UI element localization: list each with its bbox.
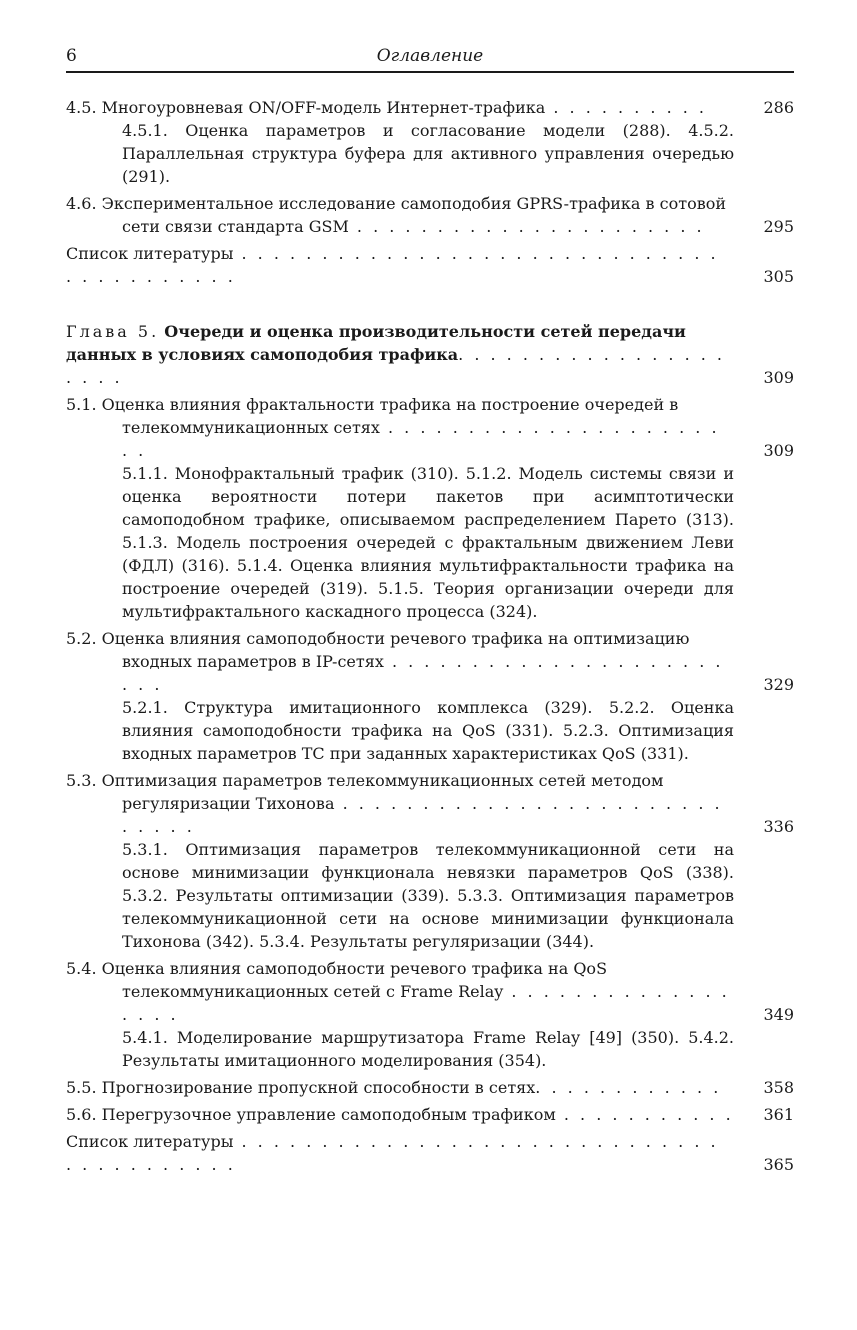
chapter-title: Очереди и оценка производительности сетей передачи данных в условиях самоподобия трафика [66, 322, 686, 364]
page-ref: 336 [763, 817, 794, 836]
leader-dots: . . . . . . . . . . . . . . . . . . [122, 982, 730, 1024]
section-number: 4.6. [66, 194, 97, 213]
toc-entry-references-1[interactable] [66, 242, 794, 288]
leader-dots: . . . . . . . . . . . [555, 1105, 734, 1124]
page-ref: 305 [763, 267, 794, 286]
toc-entry-row[interactable] [66, 769, 794, 838]
page-ref: 358 [763, 1078, 794, 1097]
leader-dots: . . . . . . . . . . [545, 98, 707, 117]
toc-entry-5-4 [66, 957, 794, 1072]
running-title: Оглавление [376, 46, 484, 66]
section-title: Оценка влияния фрактальности трафика на построение очередей в телекоммуникационных сетях [101, 395, 679, 437]
subsection-list: 5.2.1. Структура имитационного комплекса (329). 5.2.2. Оценка влияния самоподобности трафика на QoS (331). 5.2.3. Оптимизация входных параметров ТС при заданных характеристиках QoS (331). [122, 698, 734, 763]
subsection-list: 5.3.1. Оптимизация параметров телекоммуникационной сети на основе минимизации функционала невязки параметров QoS (338). 5.3.2. Результаты оптимизации (339). 5.3.3. Оптимизация параметров телекоммуникационной сети на основе минимизации функционала Тихонова (342). 5.3.4. Результаты регуляризации (344). [122, 840, 734, 951]
subsection-list: 5.4.1. Моделирование маршрутизатора Frame Relay [49] (350). 5.4.2. Результаты имитационного моделирования (354). [122, 1028, 734, 1070]
page-ref: 309 [763, 441, 794, 460]
leader-dots: . . . . . . . . . . . . . . . . . . . . . . . . . . . . . . . . . . . . . . . . . [66, 1132, 719, 1174]
section-number: 5.2. [66, 629, 97, 648]
chapter-label: Глава 5. [66, 322, 160, 341]
section-number: 5.1. [66, 395, 97, 414]
toc-entry-row[interactable] [66, 393, 794, 462]
table-of-contents [66, 96, 794, 1176]
section-title: Экспериментальное исследование самоподобия GPRS-трафика в сотовой сети связи стандарта GSM [101, 194, 726, 236]
section-title: Список литературы [66, 1132, 234, 1151]
toc-entry-row[interactable] [66, 957, 794, 1026]
running-header [66, 46, 794, 70]
section-number: 5.5. [66, 1078, 97, 1097]
leader-dots: . . . . . . . . . . . . [535, 1078, 722, 1097]
section-title: Оптимизация параметров телекоммуникационных сетей методом регуляризации Тихонова [101, 771, 664, 813]
toc-entry-row[interactable] [66, 192, 794, 238]
section-title: Оценка влияния самоподобности речевого трафика на QoS телекоммуникационных сетей с Frame Relay [101, 959, 608, 1001]
page-number: 6 [66, 46, 77, 66]
section-title: Оценка влияния самоподобности речевого трафика на оптимизацию входных параметров в IP-сетях [101, 629, 690, 671]
toc-entry-5-6[interactable] [66, 1103, 794, 1126]
page-ref: 365 [763, 1155, 794, 1174]
page-ref: 286 [763, 98, 794, 117]
toc-entry-5-5[interactable] [66, 1076, 794, 1099]
leader-dots: . . . . . . . . . . . . . . . . . . . . . . . [122, 418, 720, 460]
section-title: Список литературы [66, 244, 234, 263]
leader-dots: . . . . . . . . . . . . . . . . . . . . . . [348, 217, 705, 236]
toc-entry-row[interactable] [66, 627, 794, 696]
toc-entry-4-5 [66, 96, 794, 188]
section-number: 5.3. [66, 771, 97, 790]
toc-entry-5-3 [66, 769, 794, 953]
header-rule [66, 71, 794, 73]
subsection-list: 4.5.1. Оценка параметров и согласование модели (288). 4.5.2. Параллельная структура буфера для активного управления очередью (291). [122, 121, 734, 186]
toc-chapter-5[interactable] [66, 320, 794, 389]
section-title: Прогнозирование пропускной способности в сетях [101, 1078, 536, 1097]
toc-entry-4-6 [66, 192, 794, 238]
section-title: Перегрузочное управление самоподобным трафиком [101, 1105, 556, 1124]
toc-entry-5-2 [66, 627, 794, 765]
leader-dots: . . . . . . . . . . . . . . . . . . . . . . . . . . . . . . . . . . . . . . . . . [66, 244, 719, 286]
subsection-list: 5.1.1. Монофрактальный трафик (310). 5.1.2. Модель системы связи и оценка вероятности потери пакетов при асимптотически самоподобном трафике, описываемом распределением Парето (313). 5.1.3. Модель построения очередей с фрактальным движением Леви (ФДЛ) (316). 5.1.4. Оценка влияния мультифрактальности трафика на построение очередей (319). 5.1.5. Теория организации очереди для мультифрактального каскадного процесса (324). [122, 464, 734, 621]
section-title: Многоуровневая ON/OFF-модель Интернет-трафика [101, 98, 546, 117]
page-ref: 309 [763, 368, 794, 387]
leader-dots: . . . . . . . . . . . . . . . . . . . . . . . . [122, 652, 724, 694]
leader-dots: . . . . . . . . . . . . . . . . . . . . . [66, 345, 725, 387]
section-number: 5.4. [66, 959, 97, 978]
page-ref: 349 [763, 1005, 794, 1024]
page-ref: 329 [763, 675, 794, 694]
toc-entry-row[interactable] [66, 96, 794, 119]
page-ref: 295 [763, 217, 794, 236]
toc-entry-references-2[interactable] [66, 1130, 794, 1176]
section-number: 4.5. [66, 98, 97, 117]
page-ref: 361 [763, 1105, 794, 1124]
section-number: 5.6. [66, 1105, 97, 1124]
leader-dots: . . . . . . . . . . . . . . . . . . . . . . . . . . . . . [122, 794, 723, 836]
toc-entry-5-1 [66, 393, 794, 623]
